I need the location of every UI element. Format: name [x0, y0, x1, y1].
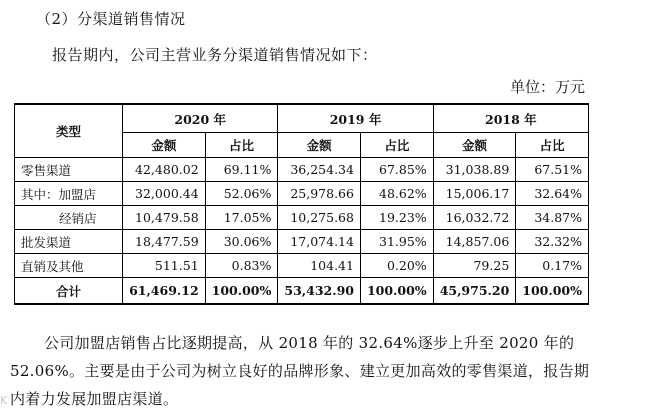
amount-header: 金额	[433, 133, 516, 158]
category-cell: 直销及其他	[15, 254, 123, 278]
amount-cell: 45,975.20	[433, 278, 516, 305]
category-cell: 零售渠道	[15, 158, 123, 182]
share-cell: 17.05%	[205, 206, 278, 230]
share-cell: 31.95%	[360, 230, 433, 254]
total-row	[15, 278, 589, 305]
amount-cell: 36,254.34	[278, 158, 361, 182]
share-cell: 19.23%	[360, 206, 433, 230]
share-cell: 0.83%	[205, 254, 278, 278]
share-header: 占比	[360, 133, 433, 158]
amount-cell: 79.25	[433, 254, 516, 278]
share-cell: 32.32%	[516, 230, 589, 254]
category-cell: 其中：加盟店	[15, 182, 123, 206]
amount-cell: 18,477.59	[123, 230, 206, 254]
share-cell: 0.20%	[360, 254, 433, 278]
amount-cell: 104.41	[278, 254, 361, 278]
amount-header: 金额	[278, 133, 361, 158]
year-header-row	[15, 104, 589, 133]
share-cell: 0.17%	[516, 254, 589, 278]
table-row	[15, 158, 589, 182]
share-cell: 100.00%	[516, 278, 589, 305]
amount-header: 金额	[123, 133, 206, 158]
share-cell: 100.00%	[360, 278, 433, 305]
share-cell: 67.85%	[360, 158, 433, 182]
amount-cell: 14,857.06	[433, 230, 516, 254]
amount-cell: 61,469.12	[123, 278, 206, 305]
share-cell: 30.06%	[205, 230, 278, 254]
table-row	[15, 230, 589, 254]
amount-cell: 15,006.17	[433, 182, 516, 206]
amount-cell: 32,000.44	[123, 182, 206, 206]
amount-cell: 10,275.68	[278, 206, 361, 230]
share-cell: 52.06%	[205, 182, 278, 206]
year-header: 2020 年	[123, 104, 278, 133]
category-cell: 合计	[15, 278, 123, 305]
amount-cell: 31,038.89	[433, 158, 516, 182]
share-cell: 100.00%	[205, 278, 278, 305]
paragraph-text: 公司加盟店销售占比逐期提高，从 2018 年的 32.64%逐步上升至 2020 年的 52.06%。主要是由于公司为树立良好的品牌形象、建立更加高效的零售渠道，报告期内着力发展加盟店渠道。	[10, 334, 590, 408]
watermark: K	[0, 394, 8, 407]
table-row	[15, 206, 589, 230]
section-title: （2）分渠道销售情况	[36, 10, 186, 28]
table-body	[15, 158, 589, 305]
share-cell: 69.11%	[205, 158, 278, 182]
amount-cell: 10,479.58	[123, 206, 206, 230]
share-cell: 32.64%	[516, 182, 589, 206]
year-header: 2019 年	[278, 104, 433, 133]
share-cell: 48.62%	[360, 182, 433, 206]
channel-sales-table	[14, 103, 589, 305]
year-header: 2018 年	[433, 104, 588, 133]
amount-cell: 17,074.14	[278, 230, 361, 254]
unit-label: 单位：万元	[509, 78, 585, 96]
amount-cell: 16,032.72	[433, 206, 516, 230]
share-cell: 34.87%	[516, 206, 589, 230]
amount-cell: 53,432.90	[278, 278, 361, 305]
category-cell: 批发渠道	[15, 230, 123, 254]
intro-text: 报告期内，公司主营业务分渠道销售情况如下：	[52, 46, 378, 64]
amount-cell: 25,978.66	[278, 182, 361, 206]
type-header: 类型	[15, 104, 123, 158]
amount-cell: 42,480.02	[123, 158, 206, 182]
amount-cell: 511.51	[123, 254, 206, 278]
table-row	[15, 182, 589, 206]
analysis-paragraph	[10, 329, 590, 413]
share-header: 占比	[516, 133, 589, 158]
share-cell: 67.51%	[516, 158, 589, 182]
share-header: 占比	[205, 133, 278, 158]
category-cell: 经销店	[15, 206, 123, 230]
table-row	[15, 254, 589, 278]
